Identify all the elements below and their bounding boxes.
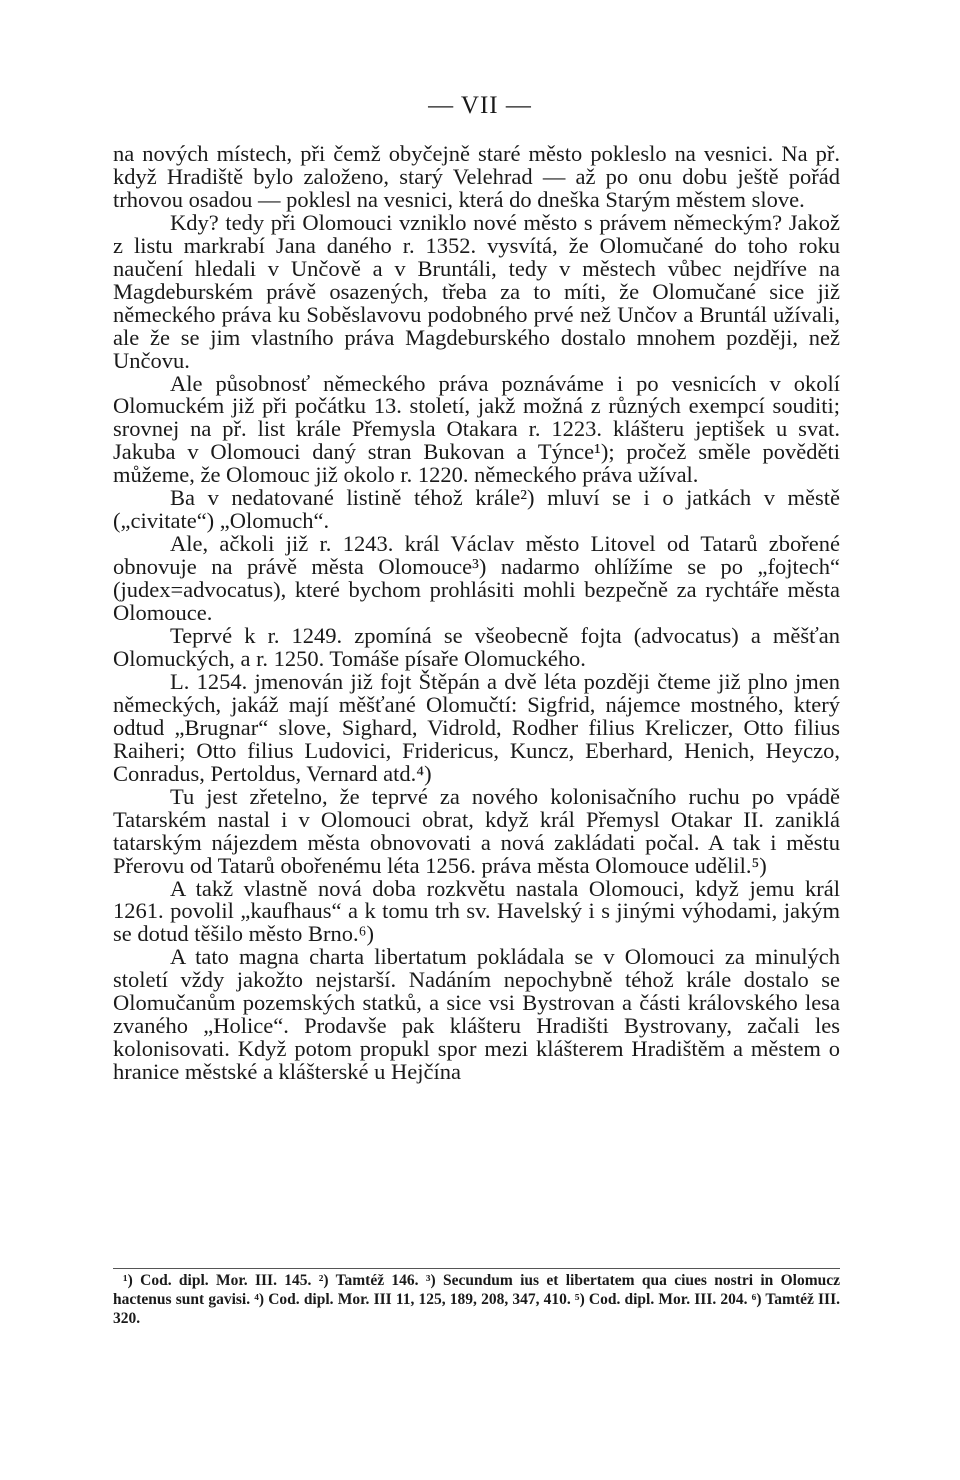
- paragraph: A tato magna charta libertatum pokládala se v Olomouci za minulých století vždy jakožto nejstarší. Nadáním nepochybně téhož krále dostalo se Olomučanům pozemských statků, a sice vsi Bystrovan a části královského lesa zvaného „Holice“. Prodavše pak klášteru Hradišti Bystrovany, začali les kolonisovati. Když potom propukl spor mezi klášterem Hradištěm a městem o hranice městské a klášterské u Hejčína: [113, 944, 840, 1085]
- paragraph: Ale působnosť německého práva poznáváme i po vesnicích v okolí Olomuckém již při počátku 13. století, jakž možná z různých exempcí souditi; srovnej na př. list krále Přemysla Otakara r. 1223. klášteru jeptišek u svat. Jakuba v Olomouci daný stran Bukovan a Týnce¹); pročež směle pověděti můžeme, že Olomouc již okolo r. 1220. německého práva užíval.: [113, 370, 840, 488]
- page-number: — VII —: [428, 92, 532, 119]
- paragraph: Ba v nedatované listině téhož krále²) mluví se i o jatkách v městě („civitate“) „Olomuch“.: [113, 485, 840, 534]
- paragraph: Kdy? tedy při Olomouci vzniklo nové město s právem německým? Jakož z listu markrabí Jana daného r. 1352. vysvítá, že Olomučané do toho roku naučení hledali v Unčově a v Bruntáli, tedy v městech vůbec nejdříve na Magdeburském právě osazených, třeba za to míti, že Olomučané sice již německého práva ku Soběslavovu podobného prvé než Unčov a Bruntál užívali, ale že se jim vlastního práva Magdeburského dostalo mnohem později, než Unčovu.: [113, 209, 840, 373]
- paragraph: A takž vlastně nová doba rozkvětu nastala Olomouci, když jemu král 1261. povolil „kaufhaus“ a k tomu trh sv. Havelský i s jinými výhodami, jakým se dotud těšilo město Brno.⁶): [113, 875, 840, 947]
- paragraph: Ale, ačkoli již r. 1243. král Václav město Litovel od Tatarů zbořené obnovuje na právě města Olomouce³) nadarmo ohlížíme se po „fojtech“ (judex=advocatus), které bychom prohlásiti mohli bezpečně za rychtáře města Olomouce.: [113, 531, 840, 626]
- footnotes: [113, 1268, 840, 1328]
- paragraph: L. 1254. jmenován již fojt Štěpán a dvě léta později čteme již plno jmen německých, jakáž mají měšťané Olomučtí: Sigfrid, nájemce mostného, který odtud „Brugnar“ slove, Sighard, Vidrold, Rodher filius Kreliczer, Otto filius Raiheri; Otto filius Ludovici, Fridericus, Kuncz, Eberhard, Henich, Heyczo, Conradus, Pertoldus, Vernard atd.⁴): [113, 668, 840, 786]
- body-text: [113, 143, 840, 1084]
- paragraph: na nových místech, při čemž obyčejně staré město pokleslo na vesnici. Na př. když Hradiště bylo založeno, starý Velehrad — až po onu dobu ještě pořád trhovou osadou — poklesl na vesnici, která do dneška Starým městem slove.: [113, 141, 840, 212]
- footnote-text: ¹) Cod. dipl. Mor. III. 145. ²) Tamtéž 146. ³) Secundum ius et libertatem qua ciues nostri in Olomucz hactenus sunt gavisi. ⁴) Cod. dipl. Mor. III 11, 125, 189, 208, 347, 410. ⁵) Cod. dipl. Mor. III. 204. ⁶) Tamtéž III. 320.: [113, 1272, 840, 1327]
- paragraph: Teprvé k r. 1249. zpomíná se všeobecně fojta (advocatus) a měšťan Olomuckých, a r. 1250. Tomáše písaře Olomuckého.: [113, 623, 840, 671]
- paragraph: Tu jest zřetelno, že teprvé za nového kolonisačního ruchu po vpádě Tatarském nastal i v Olomouci obrat, když král Přemysl Otakar II. zaniklá tatarským nájezdem města obnovovati a nová zakládati počal. A tak i městu Přerovu od Tatarů obořenému léta 1256. práva města Olomouce udělil.⁵): [113, 783, 840, 878]
